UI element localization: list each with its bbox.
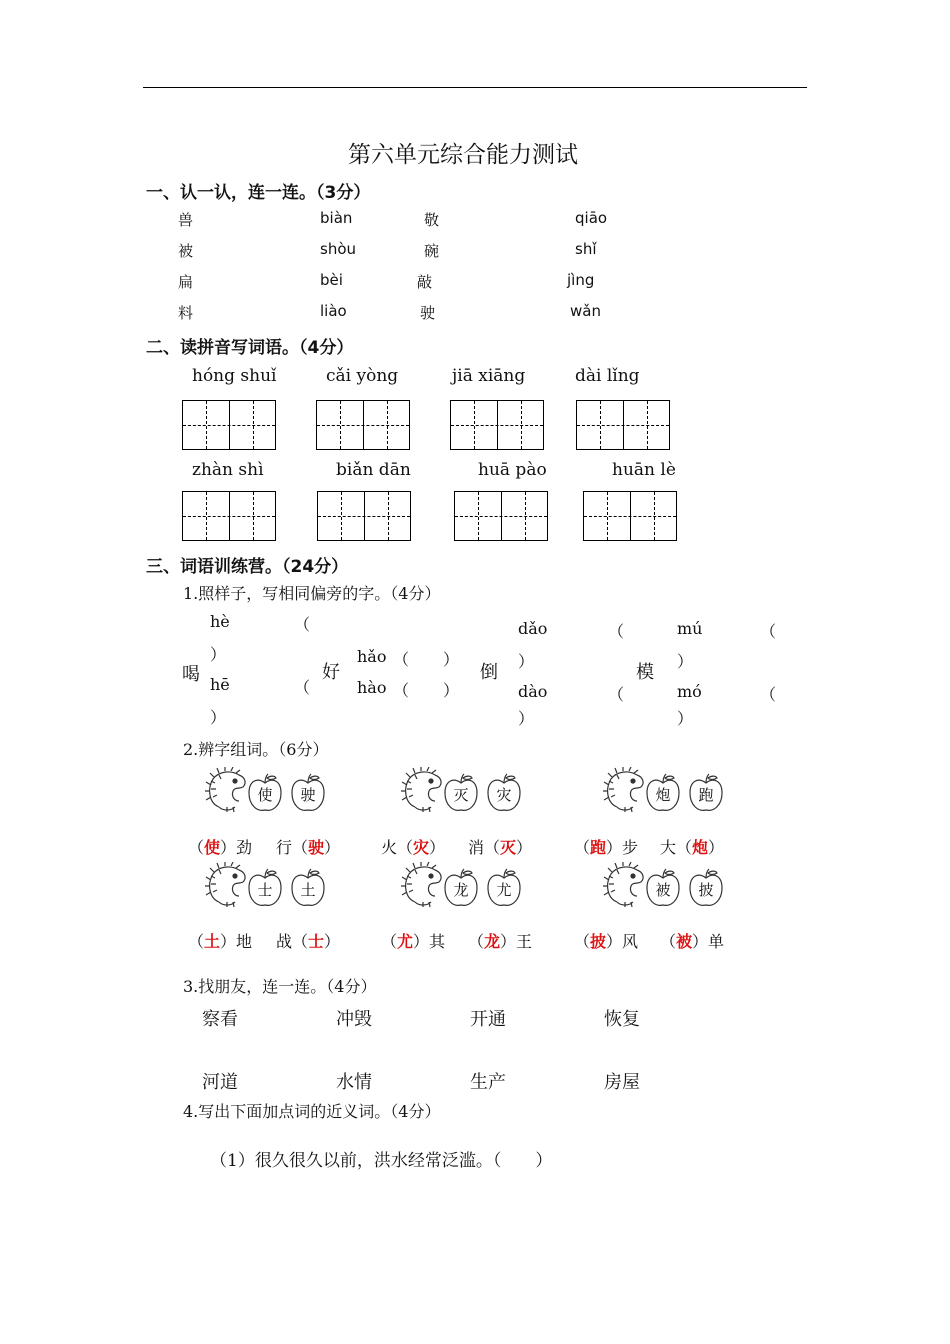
q1-paren: （ bbox=[608, 622, 625, 641]
s2-pinyin: cǎi yòng bbox=[326, 366, 399, 386]
apple-icon: 驶 bbox=[290, 773, 326, 813]
s1-pinyin: qiāo bbox=[575, 209, 608, 227]
s1-char: 料 bbox=[178, 304, 194, 322]
writing-grid[interactable] bbox=[583, 491, 677, 541]
q2-answer-word: （被）单 bbox=[660, 932, 725, 951]
hedgehog-icon bbox=[603, 767, 647, 813]
q1-paren: ） bbox=[518, 652, 535, 671]
q1-pinyin: mó bbox=[677, 682, 702, 701]
q2-answer: 灭 bbox=[500, 838, 517, 857]
q2-answer-word: （土）地 bbox=[188, 932, 253, 951]
s1-pinyin: bèi bbox=[320, 271, 343, 289]
s1-char: 驶 bbox=[420, 304, 436, 322]
section-3-heading: 三、词语训练营。（24分） bbox=[146, 557, 349, 577]
q1-paren: （ bbox=[760, 685, 777, 704]
q2-answer-word: （跑）步 bbox=[574, 838, 639, 857]
q1-paren: （ bbox=[608, 685, 625, 704]
q2-title: 2.辨字组词。（6分） bbox=[183, 740, 329, 759]
q2-answer-word: （披）风 bbox=[574, 932, 639, 951]
q2-answer: 士 bbox=[308, 932, 325, 951]
apple-icon: 使 bbox=[247, 773, 283, 813]
s2-pinyin: zhàn shì bbox=[192, 460, 264, 480]
q1-paren: ） bbox=[210, 645, 227, 664]
q1-paren: ） bbox=[677, 709, 694, 728]
page-title: 第六单元综合能力测试 bbox=[348, 142, 578, 168]
q2-answer: 龙 bbox=[484, 932, 501, 951]
s2-pinyin: huān lè bbox=[612, 460, 676, 480]
q2-answer: 灾 bbox=[413, 838, 430, 857]
writing-grid[interactable] bbox=[182, 400, 276, 450]
s1-pinyin: shǐ bbox=[575, 240, 597, 258]
q1-char: 喝 bbox=[182, 664, 200, 685]
s1-char: 碗 bbox=[424, 242, 440, 260]
q1-pinyin: hǎo bbox=[357, 647, 387, 666]
section-1-heading: 一、认一认，连一连。（3分） bbox=[146, 183, 371, 203]
s1-char: 被 bbox=[178, 242, 194, 260]
s2-pinyin: huā pào bbox=[478, 460, 547, 480]
header-rule bbox=[143, 87, 807, 88]
q1-pinyin: hào bbox=[357, 678, 387, 697]
hedgehog-icon bbox=[205, 862, 249, 908]
s1-char: 敲 bbox=[417, 273, 433, 291]
q1-paren: ） bbox=[677, 652, 694, 671]
apple-icon: 跑 bbox=[688, 773, 724, 813]
q2-answer-word: 战（士） bbox=[276, 932, 341, 951]
q3-word: 水情 bbox=[336, 1072, 372, 1093]
q1-paren: ） bbox=[443, 650, 460, 669]
writing-grid[interactable] bbox=[454, 491, 548, 541]
s1-char: 扁 bbox=[178, 273, 194, 291]
apple-icon: 士 bbox=[247, 868, 283, 908]
s1-pinyin: wǎn bbox=[570, 302, 601, 320]
apple-icon: 土 bbox=[290, 868, 326, 908]
q1-pinyin: mú bbox=[677, 619, 703, 638]
q1-paren: （ bbox=[294, 678, 311, 697]
q2-answer: 驶 bbox=[308, 838, 325, 857]
s1-pinyin: jìng bbox=[567, 271, 595, 289]
writing-grid[interactable] bbox=[317, 491, 411, 541]
q2-answer-word: （使）劲 bbox=[188, 838, 253, 857]
s1-pinyin: shòu bbox=[320, 240, 357, 258]
q1-pinyin: hè bbox=[210, 612, 230, 631]
q3-word: 河道 bbox=[202, 1072, 238, 1093]
s1-pinyin: liào bbox=[320, 302, 347, 320]
q4-title: 4.写出下面加点词的近义词。（4分） bbox=[183, 1102, 441, 1121]
q1-pinyin: hē bbox=[210, 675, 230, 694]
q2-answer: 披 bbox=[590, 932, 607, 951]
q2-answer: 尤 bbox=[397, 932, 414, 951]
q1-paren: （ bbox=[393, 681, 410, 700]
s2-pinyin: jiā xiāng bbox=[452, 366, 526, 386]
q1-pinyin: dào bbox=[518, 682, 548, 701]
q2-answer-word: （龙）王 bbox=[468, 932, 533, 951]
writing-grid[interactable] bbox=[182, 491, 276, 541]
q2-answer-word: 火（灾） bbox=[381, 838, 446, 857]
q3-word: 开通 bbox=[470, 1009, 506, 1030]
apple-icon: 灾 bbox=[486, 773, 522, 813]
q2-answer: 被 bbox=[676, 932, 693, 951]
q3-word: 恢复 bbox=[604, 1009, 640, 1030]
hedgehog-icon bbox=[603, 862, 647, 908]
q1-char: 模 bbox=[636, 662, 654, 683]
apple-icon: 龙 bbox=[443, 868, 479, 908]
q1-paren: ） bbox=[518, 709, 535, 728]
q2-answer-word: （尤）其 bbox=[381, 932, 446, 951]
q3-word: 生产 bbox=[470, 1072, 506, 1093]
hedgehog-icon bbox=[205, 767, 249, 813]
q2-answer-word: 行（驶） bbox=[276, 838, 341, 857]
q1-char: 倒 bbox=[480, 662, 498, 683]
q3-word: 房屋 bbox=[604, 1072, 640, 1093]
q2-answer: 使 bbox=[204, 838, 221, 857]
s2-pinyin: biǎn dān bbox=[336, 460, 411, 480]
q1-title: 1.照样子，写相同偏旁的字。（4分） bbox=[183, 584, 441, 603]
apple-icon: 披 bbox=[688, 868, 724, 908]
q3-word: 冲毁 bbox=[336, 1009, 372, 1030]
q2-answer-word: 大（炮） bbox=[660, 838, 725, 857]
q1-pinyin: dǎo bbox=[518, 619, 548, 638]
q1-char: 好 bbox=[322, 662, 340, 683]
apple-icon: 被 bbox=[645, 868, 681, 908]
q4-item: （1）很久很久以前，洪水经常泛滥。（ ） bbox=[210, 1151, 553, 1171]
q3-title: 3.找朋友，连一连。（4分） bbox=[183, 977, 377, 996]
q2-answer-word: 消（灭） bbox=[468, 838, 533, 857]
s1-char: 敬 bbox=[424, 211, 440, 229]
s2-pinyin: hóng shuǐ bbox=[192, 366, 277, 386]
q1-paren: ） bbox=[443, 681, 460, 700]
section-2-heading: 二、读拼音写词语。（4分） bbox=[146, 338, 354, 358]
writing-grid[interactable] bbox=[576, 400, 670, 450]
q3-word: 察看 bbox=[202, 1009, 238, 1030]
apple-icon: 炮 bbox=[645, 773, 681, 813]
writing-grid[interactable] bbox=[450, 400, 544, 450]
s1-char: 兽 bbox=[178, 211, 194, 229]
s1-pinyin: biàn bbox=[320, 209, 353, 227]
q2-answer: 跑 bbox=[590, 838, 607, 857]
q1-paren: ） bbox=[210, 708, 227, 727]
q1-paren: （ bbox=[760, 622, 777, 641]
hedgehog-icon bbox=[401, 862, 445, 908]
s2-pinyin: dài lǐng bbox=[575, 366, 640, 386]
writing-grid[interactable] bbox=[316, 400, 410, 450]
hedgehog-icon bbox=[401, 767, 445, 813]
q1-paren: （ bbox=[294, 615, 311, 634]
q1-paren: （ bbox=[393, 650, 410, 669]
q2-answer: 土 bbox=[204, 932, 221, 951]
apple-icon: 灭 bbox=[443, 773, 479, 813]
q2-answer: 炮 bbox=[692, 838, 709, 857]
apple-icon: 尤 bbox=[486, 868, 522, 908]
